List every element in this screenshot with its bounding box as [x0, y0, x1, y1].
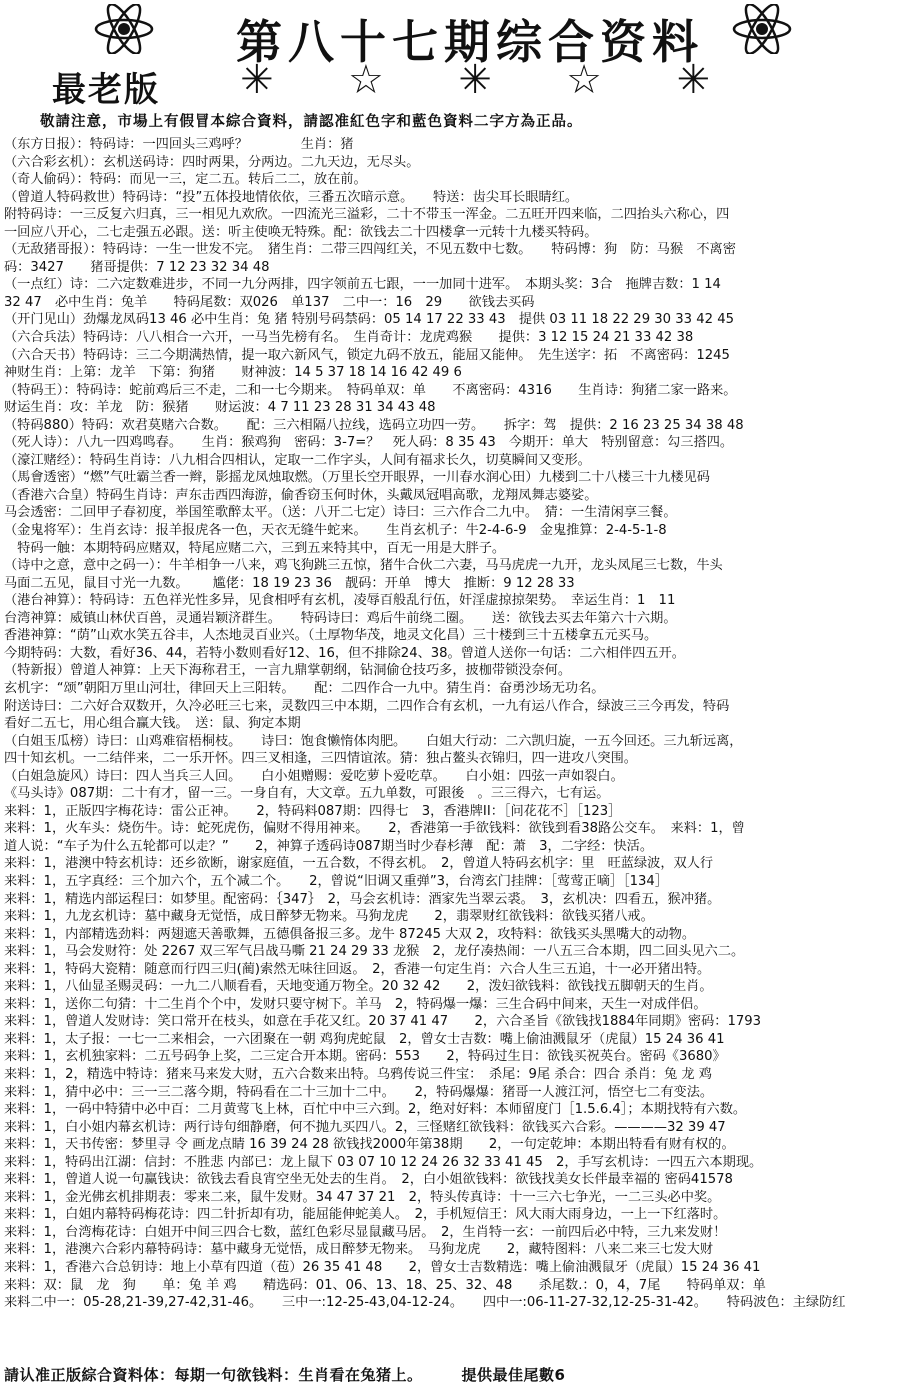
text-line: 来料：1，白小姐内幕玄机诗：两行诗句细静磨，何不抛九买四八。2，三怪赌红欲钱料：欲钱买六合彩。————32 39 47 [4, 1119, 726, 1135]
text-line: 《马头诗》087期：二十有才，留一三。一身自有，大文章。五九单数，可跟後 。三三得六，七有运。 [4, 786, 610, 802]
text-line: （金鬼将军）：生肖玄诗：报羊报虎各一色，天衣无缝牛蛇来。 生肖玄机子：牛2-4-6-9 金鬼推算：2-4-5-1-8 [4, 523, 667, 539]
text-line: 看好二五七，用心组合赢大钱。 送：鼠、狗定本期 [4, 716, 301, 732]
text-line: （白姐急旋风）诗曰：四人当兵三人回。 白小姐赠赐：爱吃萝卜爱吃草。 白小姐：四弦一声如裂白。 [4, 768, 624, 784]
text-line: 来料：1，白姐内幕特码梅花诗：四二针折却有功，能屈能伸蛇美人。 2，手机短信王：风大雨大雨身边，一上一下红落时。 [4, 1207, 727, 1223]
edition-label: 最老版 [52, 70, 160, 110]
page-title: 第八十七期综合资料 [236, 15, 704, 69]
text-line: 来料：1，一码中特猜中必中百：二月黄莺飞上林，百忙中中三六到。2，绝对好料：本师留度门［1.5.6.4］；本期找特有六数。 [4, 1102, 747, 1118]
text-line: （特码王）：特码诗：蛇前鸡后三不走，二和一七今期来。 特码单双：单 不离密码：4316 生肖诗：狗猪二家一路来。 [4, 382, 737, 398]
text-line: 来料：1，2，精选中特诗：猪来马来发大财，五六合数来出特。乌鸦传说三件宝： 杀尾：9尾 杀合：四合 杀肖：兔 龙 鸡 [4, 1066, 712, 1082]
text-line: 来料：1，港澳中特玄机诗：还乡欲断，谢家庭值，一五合数，不得玄机。 2，曾道人特码玄机字：里 旺蓝绿波，双人行 [4, 856, 714, 872]
text-line: 一回应八开心，二七走强五必跟。送：听主使唤无特殊。配：欲钱去二十四楼拿一元转十九楼买特码。 [4, 224, 598, 240]
decor-marks [240, 57, 710, 103]
text-line: （特码880）特码：欢君莫赌六合数。 配：三六相隔八拉线，选码立功四一劳。 拆字：驾 提供：2 16 23 25 34 38 48 [4, 417, 744, 433]
text-line: 来料：1，猜中必中：三一三二落今期，特码看在二十三加十二中。 2，特码爆爆：猪哥一人渡江河，悟空七二有变法。 [4, 1084, 714, 1100]
text-line: （六合彩玄机）：玄机送码诗：四时两果，分两边。二九天边，无尽头。 [4, 154, 420, 170]
text-line: （一点红）诗：二六定数难进步，不同一九分两排，四字领前五七跟，一一加同十进军。 本期头奖：3合 拖牌吉数：1 14 [4, 277, 721, 293]
text-line: 道人说：“车子为什么五轮都可以走？” 2，神算子透码诗087期当时少春杉薄 配：萧 3，二字经：快活。 [4, 838, 654, 854]
text-line: 来料：1，九龙玄机诗：墓中藏身无觉悟，成日醉梦无物来。马狗龙虎 2，翡翠财红欲钱料：欲钱买猪八戒。 [4, 909, 654, 925]
content-body [4, 136, 910, 1312]
text-line: 台湾神算：威镇山林伏百兽，灵通岩颖济群生。 特码诗曰：鸡后牛前绕二圈。 送：欲钱去买去年第六十六期。 [4, 610, 677, 626]
text-line: 来料：1，马会发财符：处 2267 双三军气吕战马嘶 21 24 29 33 龙猴 2，龙仔凑热闹：一八五三合本期，四二回头见六二。 [4, 944, 745, 960]
asterisk-icon: ✳ [240, 57, 274, 103]
text-line: 来料：1，五字真经：三个加六个，五个减二个。 2，曾说“旧调又重弹”3，台湾玄门挂牌：［莺莺正嘀］［134］ [4, 873, 669, 889]
text-line: 来料：1，港澳六合彩内幕特码诗：墓中藏身无觉悟，成日醉梦无物来。 马狗龙虎 2，藏特图料：八来二来三七发大财 [4, 1242, 714, 1258]
text-line: （港台神算）：特码诗：五色祥光性多异，见食相呼有玄机，凌辱百般乱行伍，奸淫虚掠掠架势。 幸运生肖：1 11 [4, 593, 676, 609]
asterisk-icon: ✳ [458, 57, 492, 103]
text-line: 码：3427 猪哥提供：7 12 23 32 34 48 [4, 259, 270, 275]
text-line: 附特码诗：一三反复六归真，三一相见九欢欣。一四流光三溢彩，二十不带玉一浑金。二五旺开四来临，二四抬头六称心，四 [4, 207, 730, 223]
text-line: 马会透密：二回甲子春初度，举国笙歌醉太平。（送：八开二七定）诗曰：三六作合二九中。 猜：一生清闲享三餐。 [4, 505, 677, 521]
text-line: 财运生肖：攻：羊龙 防：猴猪 财运波：4 7 11 23 28 31 34 43 48 [4, 400, 436, 416]
text-line: （香港六合皇）特码生肖诗：声东击西四海游，偷香窃玉何时休，头戴凤冠唱高歌，龙翔凤舞志婆娑。 [4, 487, 598, 503]
text-line: 来料二中一：05-28,21-39,27-42,31-46。 三中一:12-25-43,04-12-24。 四中一:06-11-27-32,12-25-31-42。 特码波色：主绿防红 [4, 1295, 846, 1311]
text-line: 来料：1，送你二句猜：十二生肖个个中，发财只要守树下。羊马 2，特码爆一爆：三生合码中间来，天生一对成伴侣。 [4, 996, 707, 1012]
text-line: 来料：1，正版四字梅花诗：雷公正神。 2，特码料087期：四得七 3，香港牌II：［问花花不］［123］ [4, 803, 622, 819]
text-line: （濠江赌经）：特码生肖诗：八九相合四相认，定取一二作字头，人间有福求长久，切莫瞬间又变形。 [4, 452, 591, 468]
text-line: 来料：1，金光佛玄机排期表：零来二来，鼠牛发财。34 47 37 21 2，特头传真诗：十一三六七争光，一二三头必中奖。 [4, 1189, 721, 1205]
text-line: 来料：1，天书传密：梦里寻 令 画龙点睛 16 39 24 28 欲钱找2000年第38期 2，一句定乾坤：本期出特看有财有权的。 [4, 1137, 735, 1153]
text-line: （特新报）曾道人神算：上天下海称君王，一言九鼎掌朝纲，钻洞偷仓技巧多，披枷带锁没奈何。 [4, 663, 572, 679]
header [0, 0, 914, 130]
text-line: 香港神算：“荫”山欢水笑五谷丰，人杰地灵百业兴。（土厚物华茂，地灵文化昌）三十楼到三十五楼拿五元买马。 [4, 628, 658, 644]
text-line: （开门见山）劲爆龙凤码13 46 必中生肖：兔 猪 特别号码禁码：05 14 17 22 33 43 提供 03 11 18 22 29 30 33 42 45 [4, 312, 734, 328]
text-line: （白姐玉瓜榜）诗曰：山鸡难宿梧桐枝。 诗曰：饱食懒惰体肉肥。 白姐大行动：二六凯归旋，一五今回还。三九斩远离， [4, 733, 743, 749]
text-line: 神财生肖：上第：龙羊 下第：狗猪 财神波：14 5 37 18 14 16 42 49 6 [4, 365, 462, 381]
text-line: 四十知玄机。一二结伴来，二一乐开怀。四三叉相逢，三四情谊浓。猜：独占鳌头衣锦归，四一进攻八突围。 [4, 751, 637, 767]
text-line: 来料：1，火车头：烧伤牛。诗：蛇死虎伤，偏财不得用神来。 2，香港第一手欲钱料：欲钱到看38路公交车。 来料：1，曾 [4, 821, 745, 837]
text-line: 来料：1，内部精选劲料：两翅遮天善歌舞，五德俱备报三多。龙牛 87245 大双 2，攻特料：欲钱买头黑嘴大的动物。 [4, 926, 696, 942]
text-line: 32 47 必中生肖：兔羊 特码尾数：双026 单137 二中一：16 29 欲钱去买码 [4, 294, 535, 310]
text-line: 来料：双：鼠 龙 狗 单：兔 羊 鸡 精选码：01、06、13、18、25、32、48 杀尾数.：0，4，7尾 特码单双：单 [4, 1277, 766, 1293]
atom-logo-icon [92, 4, 156, 54]
atom-logo-icon [730, 4, 794, 54]
notice-text: 敬請注意，市場上有假冒本綜合資料，請認准紅色字和藍色資料二字方為正品。 [40, 114, 583, 130]
text-line: 马面二五见，鼠目寸光一九数。 尴佬：18 19 23 36 靓码：开单 博大 推断：9 12 28 33 [4, 575, 575, 591]
text-line: （东方日报）：特码诗：一四回头三鸡呼？ 生肖：猪 [4, 137, 354, 152]
text-line: （曾道人特码救世）特码诗：“投”五体投地情依依，三番五次暗示意。 特送：齿尖耳长眼睛红。 [4, 189, 579, 205]
text-line: 来料：1，曾道人发财诗：笑口常开在枝头，如意在手花又红。20 37 41 47 2，六合圣旨《欲钱找1884年同期》密码：1793 [4, 1014, 762, 1030]
text-line: 来料：1，太子报：一七一二来相会，一六团聚在一朝 鸡狗虎蛇鼠 2，曾女士吉数：嘴上偷油溅鼠牙（虎鼠）15 24 36 41 [4, 1031, 725, 1047]
text-line: 来料：1，精选内部运程曰：如梦里。配密码：｛347｝ 2，马会玄机诗：酒家先当翠云裘。 3，玄机决：四看五，猴冲猪。 [4, 891, 721, 907]
text-line: 今期特码：大数，看好36、44，若特小数则看好12、16，但不排除24、38。曾道人送你一句话：二六相伴四五开。 [4, 645, 685, 661]
star-outline-icon: ☆ [566, 57, 603, 103]
text-line: 来料：1，台湾梅花诗：白姐开中间三四合七数，蓝红色彩尽显鼠藏马居。 2，生肖特一玄：一前四后必中特，三九来发财！ [4, 1224, 727, 1240]
text-line: （六合兵法）特码诗：八八相合一六开，一马当先榜有名。 生肖奇计：龙虎鸡猴 提供：3 12 15 24 21 33 42 38 [4, 330, 694, 346]
text-line: 特码一触：本期特码应赌双，特尾应赌二六，三到五来特其中，百无一用是大胖子。 [4, 540, 506, 556]
footer-text: 請认准正版綜合資料体：每期一句欲钱料：生肖看在兔猪上。 提供最佳尾數6 [4, 1366, 566, 1384]
text-line: 来料：1，玄机独家料：二五号码争上奖，二三定合开本期。密码：553 2，特码过生日：欲钱买祝英台。密码《3680》 [4, 1049, 726, 1065]
text-line: 玄机字：“颂”朝阳万里山河壮，律回天上三阳转。 配：二四作合一九中。猜生肖：奋勇沙场无功名。 [4, 680, 605, 696]
text-line: 来料：1，曾道人说一句赢钱诀：欲钱去看良宵空坐无处去的生肖。 2，白小姐欲钱料：欲钱找美女长伴最幸福的 密码41578 [4, 1172, 733, 1188]
text-line: （诗中之意，意中之码一）：牛羊相争一八来，鸡飞狗跳三五惊，猪牛合伙二六妻，马马虎虎一九开，龙头凤尾三七数，牛头 [4, 558, 723, 574]
text-line: 来料：1，特码出江湖：信封：不胜悲 内部已：龙上鼠下 03 07 10 12 24 26 32 33 41 45 2，手写玄机诗：一四五六本期现。 [4, 1154, 763, 1170]
text-line: 来料：1，香港六合总钥诗：地上小草有四道（苞）26 35 41 48 2，曾女士吉数精选：嘴上偷油溅鼠牙（虎鼠）15 24 36 41 [4, 1260, 761, 1275]
text-line: （六合天书）特码诗：三二今期满热情，提一取六新风气，锁定九码不放五，能屈又能伸。 先生送字：拓 不离密码：1245 [4, 347, 730, 363]
text-line: 来料：1，八仙显圣赐灵码：一九二八顺看看，天地变通万物全。20 32 42 2，泼妇欲钱料：欲钱找五脚朝天的生肖。 [4, 979, 713, 995]
star-outline-icon: ☆ [347, 57, 384, 103]
text-line: 附送诗曰：二六好合双数开，久冷必旺三七来，灵数四三中本期，二四作合有玄机，一九有运八作合，绿波三三今再发，特码 [4, 698, 730, 714]
text-line: （奇人偷码）：特码：而见一三，定二五。转后二二，放在前。 [4, 172, 367, 188]
text-line: （馬會透密）“燃”气吐霸兰香一辫，影摇龙凤烛取燃。（万里长空开眼界，一川春水润心田）九楼到二十八楼三十九楼见码 [4, 470, 710, 486]
text-line: 来料：1，特码大瓷精：随意而行四三归(蔺)索然无味往回返。 2，香港一句定生肖：六合人生三五追，十一必开猪出特。 [4, 961, 711, 977]
asterisk-icon: ✳ [676, 57, 710, 103]
text-line: （死人诗）：八九一四鸡鸣春。 生肖：猴鸡狗 密码：3-7=？ 死人码：8 35 43 今期开：单大 特别留意：勾三搭四。 [4, 435, 734, 451]
text-line: （无敌猪哥报）：特码诗：一生一世发不完。 猪生肖：二带三四闯红关，不见五数中七数。 特码博：狗 防：马猴 不离密 [4, 242, 736, 258]
